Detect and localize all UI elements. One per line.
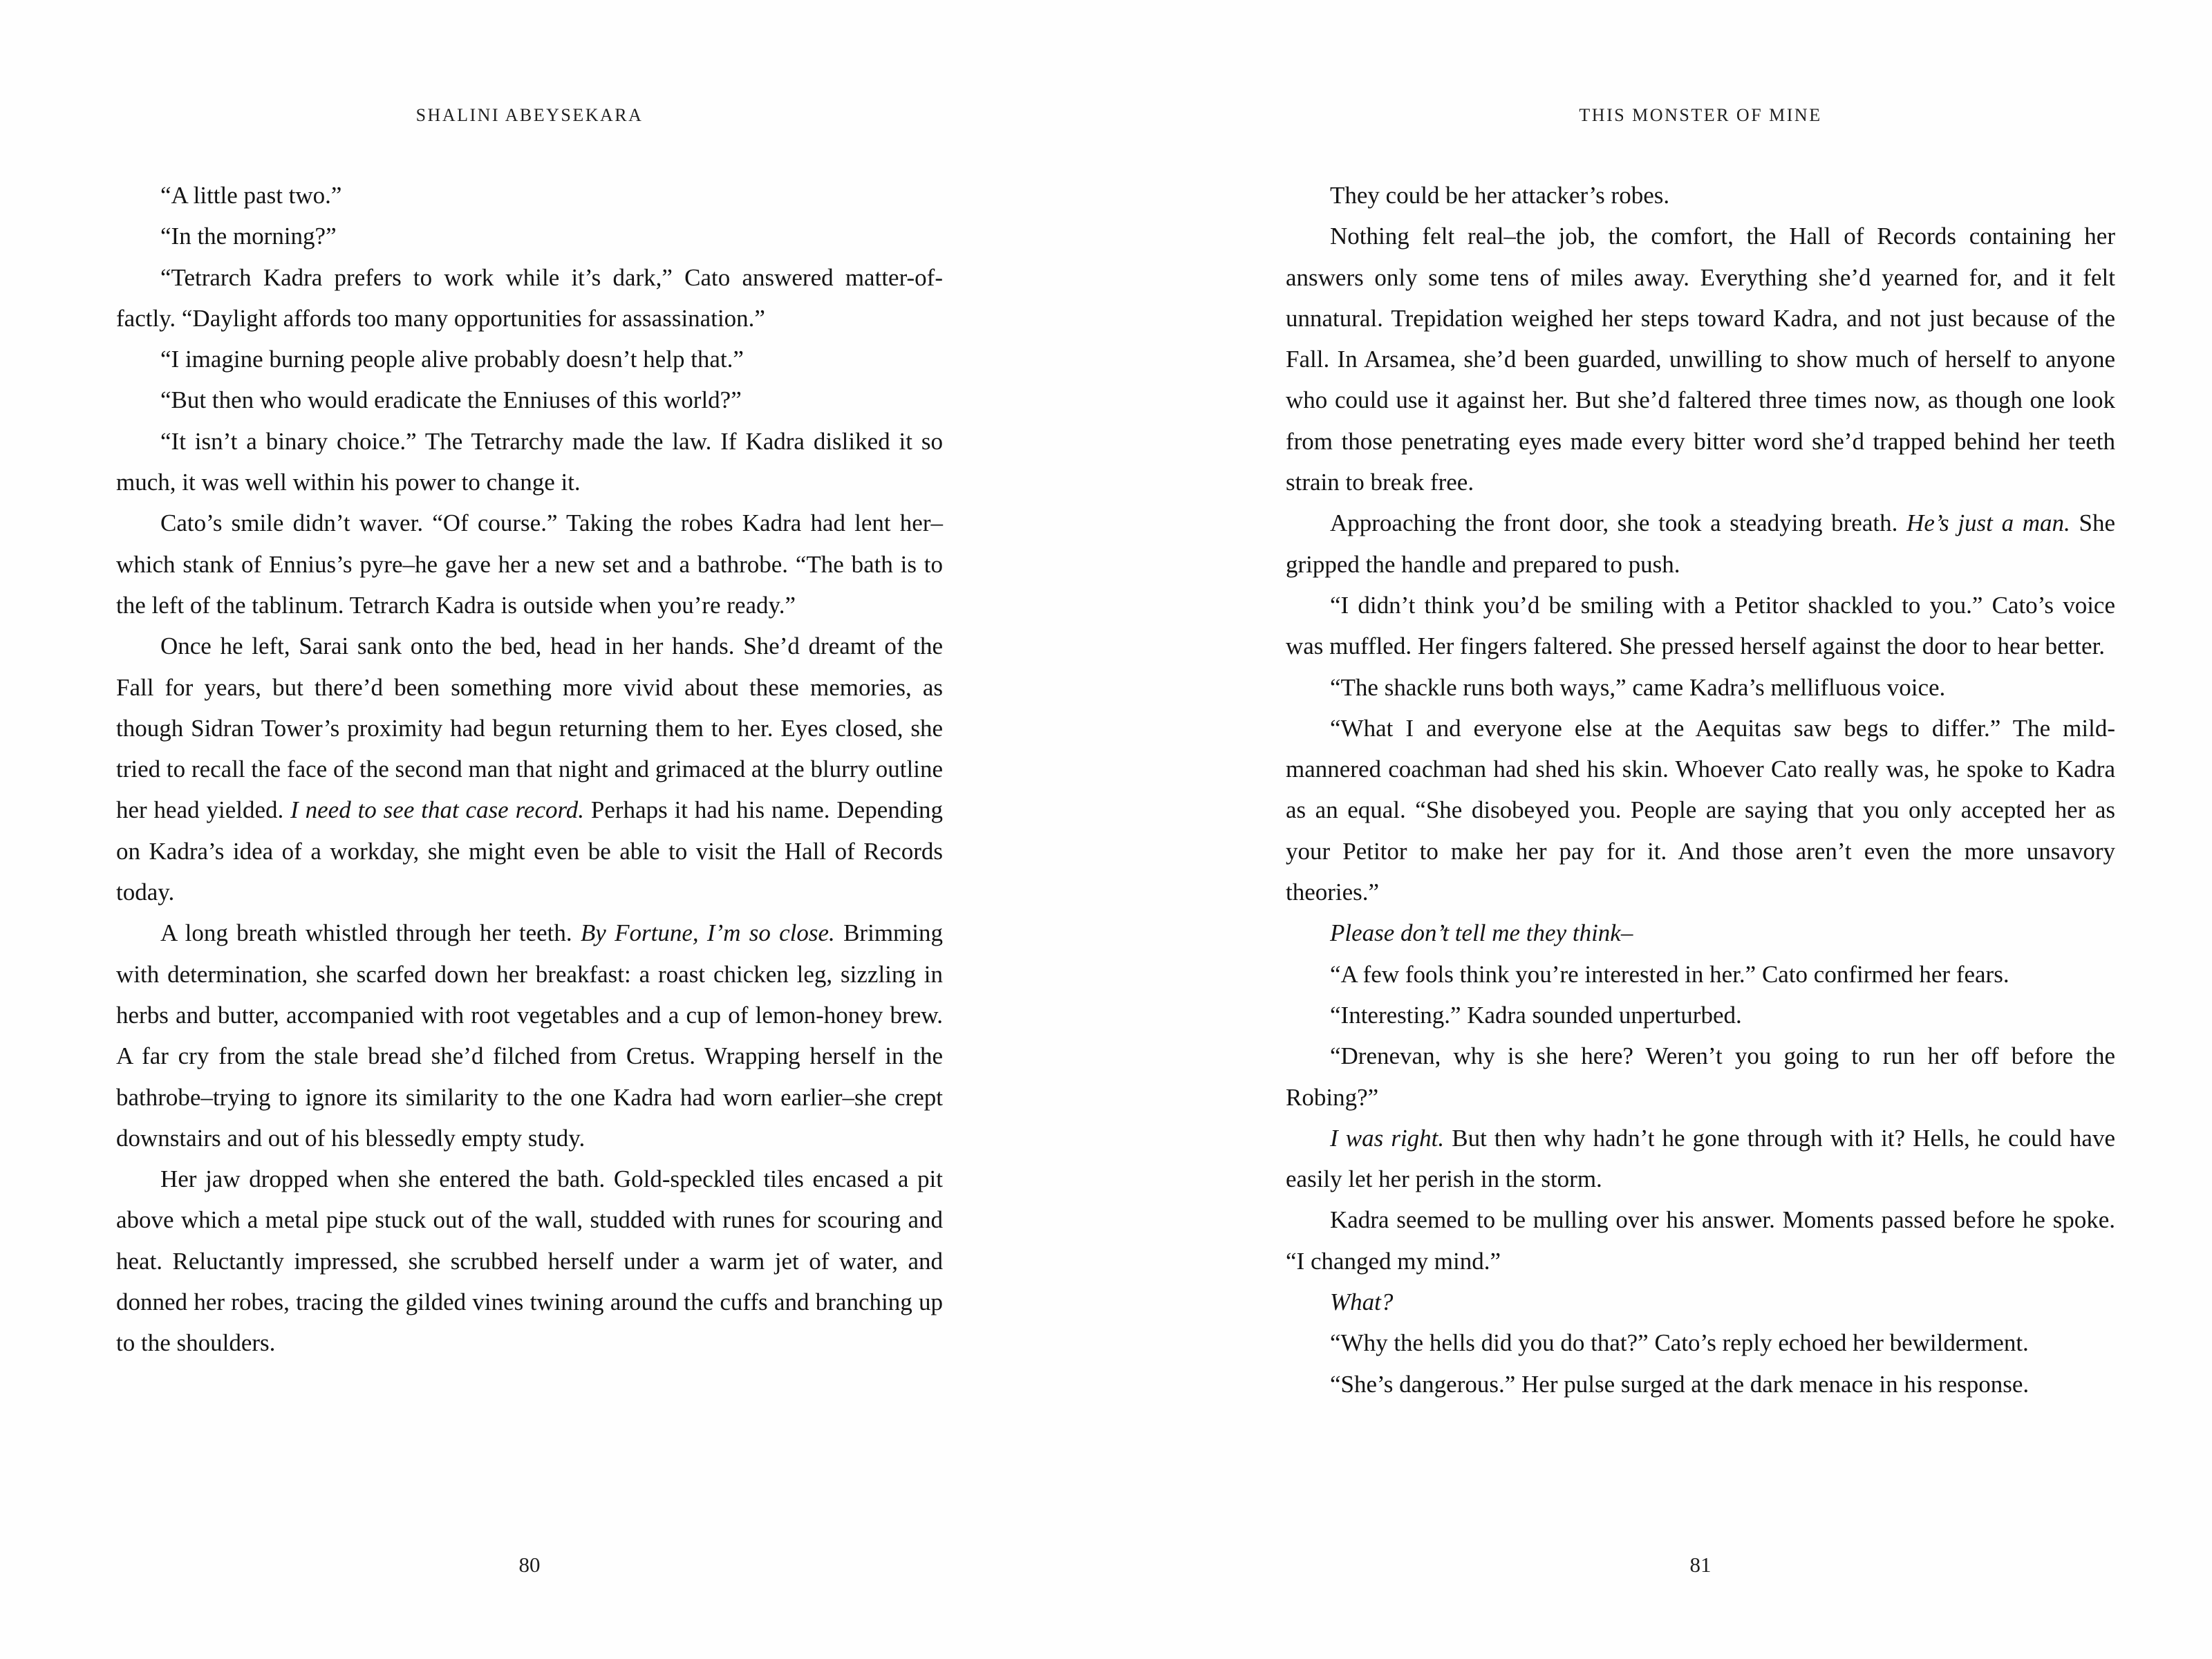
paragraph bbox=[1286, 216, 2115, 503]
text-run: Approaching the front door, she took a steadying breath. bbox=[1330, 509, 1907, 537]
paragraph bbox=[1286, 1364, 2115, 1405]
text-run: “She’s dangerous.” Her pulse surged at the dark menace in his response. bbox=[1330, 1370, 2030, 1398]
text-run: “Drenevan, why is she here? Weren’t you going to run her off before the Robing?” bbox=[1286, 1042, 2115, 1111]
italic-text-run: I was right. bbox=[1330, 1124, 1445, 1152]
paragraph bbox=[1286, 1035, 2115, 1118]
paragraph bbox=[1286, 708, 2115, 912]
paragraph bbox=[116, 912, 943, 1159]
text-run: She gripped the handle and prepared to push. bbox=[1286, 509, 2116, 578]
text-run: “The shackle runs both ways,” came Kadra’s mellifluous voice. bbox=[1330, 673, 1946, 701]
text-run: But then why hadn’t he gone through with it? Hells, he could have easily let her perish in the storm. bbox=[1286, 1124, 2115, 1193]
paragraph bbox=[1286, 1118, 2115, 1200]
text-run: Kadra seemed to be mulling over his answer. Moments passed before he spoke. “I changed my mind.” bbox=[1286, 1206, 2115, 1275]
paragraph bbox=[1286, 912, 2115, 953]
italic-text-run: He’s just a man. bbox=[1906, 509, 2070, 537]
text-run: “Tetrarch Kadra prefers to work while it’s dark,” Cato answered matter-of-factly. “Daylight affords too many opportunities for assassination.” bbox=[116, 263, 943, 332]
text-run: Once he left, Sarai sank onto the bed, head in her hands. She’d dreamt of the Fall for years, but there’d been something more vivid about these memories, as though Sidran Tower’s proximity had begun returning them to her. Eyes closed, she tried to recall the face of the second man that night and grimaced at the blurry outline her head yielded. bbox=[116, 632, 943, 824]
paragraph bbox=[1286, 585, 2115, 667]
paragraph bbox=[116, 339, 943, 379]
text-run: “A few fools think you’re interested in her.” Cato confirmed her fears. bbox=[1330, 960, 2009, 988]
text-run: Perhaps it had his name. Depending on Kadra’s idea of a workday, she might even be able to visit the Hall of Records today. bbox=[116, 796, 943, 906]
running-head-author: SHALINI ABEYSEKARA bbox=[415, 105, 644, 125]
text-run: “But then who would eradicate the Enniuses of this world?” bbox=[160, 386, 742, 414]
paragraph bbox=[1286, 1199, 2115, 1282]
text-run: “I imagine burning people alive probably doesn’t help that.” bbox=[160, 346, 744, 373]
italic-text-run: By Fortune, I’m so close. bbox=[580, 919, 835, 947]
text-run: “Interesting.” Kadra sounded unperturbed. bbox=[1330, 1001, 1742, 1029]
text-run: They could be her attacker’s robes. bbox=[1330, 182, 1670, 209]
page-right bbox=[1106, 0, 2212, 1659]
paragraph bbox=[1286, 1322, 2115, 1363]
paragraph bbox=[116, 175, 943, 216]
text-run: “What I and everyone else at the Aequitas saw begs to differ.” The mild-mannered coachman had shed his skin. Whoever Cato really was, he spoke to Kadra as an equal. “She disobeyed you. People are saying that you only accepted her as your Petitor to make her pay for it. And those aren’t even the more unsavory theories.” bbox=[1286, 714, 2115, 906]
paragraph bbox=[116, 503, 943, 626]
running-head-book-title: THIS MONSTER OF MINE bbox=[1579, 105, 1822, 125]
text-run: “A little past two.” bbox=[160, 182, 342, 209]
italic-text-run: Please don’t tell me they think– bbox=[1330, 919, 1633, 947]
paragraph bbox=[1286, 954, 2115, 995]
italic-text-run: What? bbox=[1330, 1288, 1394, 1316]
paragraph bbox=[116, 421, 943, 503]
paragraph bbox=[1286, 503, 2115, 585]
text-run: “Why the hells did you do that?” Cato’s reply echoed her bewilderment. bbox=[1330, 1329, 2029, 1357]
text-run: “In the morning?” bbox=[160, 223, 337, 250]
text-run: A long breath whistled through her teeth. bbox=[160, 919, 581, 947]
paragraph bbox=[116, 1159, 943, 1363]
paragraph bbox=[1286, 175, 2115, 216]
italic-text-run: I need to see that case record. bbox=[290, 796, 585, 824]
paragraph bbox=[116, 216, 943, 256]
page-number-right: 81 bbox=[1689, 1553, 1712, 1577]
paragraph bbox=[1286, 667, 2115, 708]
text-run: Cato’s smile didn’t waver. “Of course.” Taking the robes Kadra had lent her–which stank of Ennius’s pyre–he gave her a new set and a bathrobe. “The bath is to the left of the tablinum. Tetrarch Kadra is outside when you’re ready.” bbox=[116, 509, 943, 619]
text-run: Nothing felt real–the job, the comfort, the Hall of Records containing her answers only some tens of miles away. Everything she’d yearned for, and it felt unnatural. Trepidation weighed her steps toward Kadra, and not just because of the Fall. In Arsamea, she’d been guarded, unwilling to show much of herself to anyone who could use it against her. But she’d faltered three times now, as though one look from those penetrating eyes made every bitter word she’d trapped behind her teeth strain to break free. bbox=[1286, 223, 2115, 496]
page-number-left: 80 bbox=[518, 1553, 541, 1577]
left-text-column bbox=[116, 175, 943, 1364]
paragraph bbox=[1286, 995, 2115, 1035]
paragraph bbox=[116, 257, 943, 339]
paragraph bbox=[116, 626, 943, 912]
text-run: Brimming with determination, she scarfed down her breakfast: a roast chicken leg, sizzling in herbs and butter, accompanied with root vegetables and a cup of lemon-honey brew. A far cry from the stale bread she’d filched from Cretus. Wrapping herself in the bathrobe–trying to ignore its similarity to the one Kadra had worn earlier–she crept downstairs and out of his blessedly empty study. bbox=[116, 919, 943, 1152]
text-run: Her jaw dropped when she entered the bath. Gold-speckled tiles encased a pit above which a metal pipe stuck out of the wall, studded with runes for scouring and heat. Reluctantly impressed, she scrubbed herself under a warm jet of water, and donned her robes, tracing the gilded vines twining around the cuffs and branching up to the shoulders. bbox=[116, 1165, 943, 1357]
right-text-column bbox=[1286, 175, 2115, 1405]
text-run: “It isn’t a binary choice.” The Tetrarchy made the law. If Kadra disliked it so much, it was well within his power to change it. bbox=[116, 427, 943, 496]
paragraph bbox=[116, 379, 943, 420]
paragraph bbox=[1286, 1282, 2115, 1322]
text-run: “I didn’t think you’d be smiling with a Petitor shackled to you.” Cato’s voice was muffled. Her fingers faltered. She pressed herself against the door to hear better. bbox=[1286, 591, 2115, 660]
